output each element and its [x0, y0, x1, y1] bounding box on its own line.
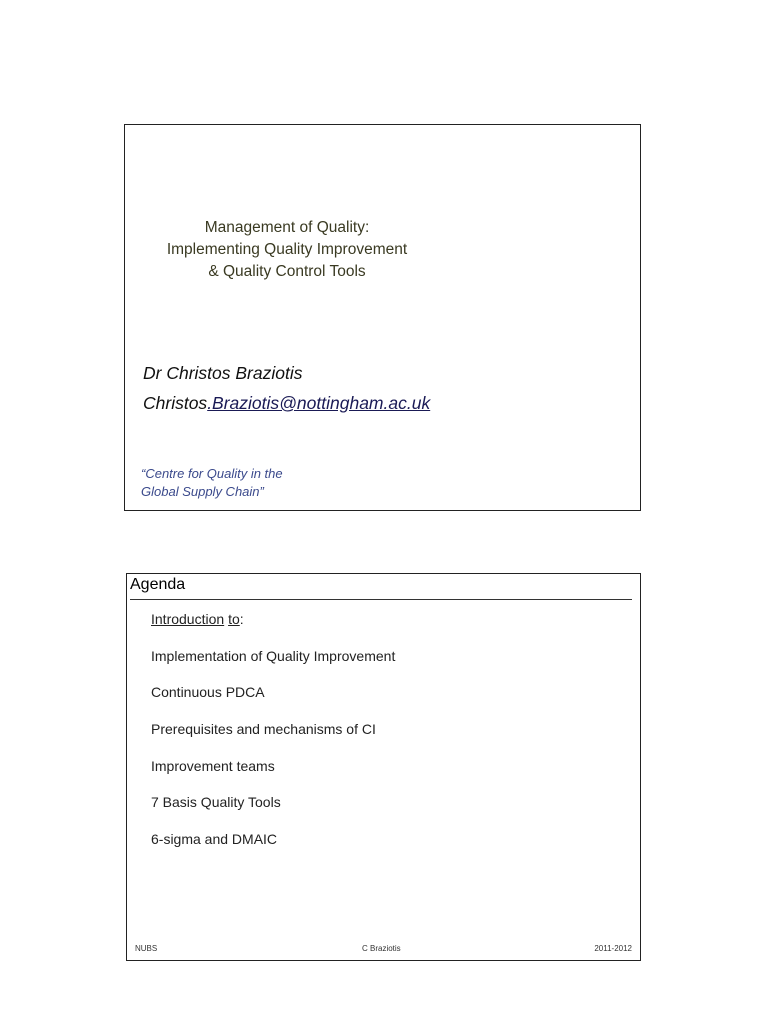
centre-name — [141, 465, 283, 501]
slide-title — [125, 217, 449, 283]
footer-left: NUBS — [135, 944, 158, 953]
agenda-item: Continuous PDCA — [151, 684, 265, 701]
agenda-item: Implementation of Quality Improvement — [151, 647, 396, 664]
agenda-item: Improvement teams — [151, 757, 275, 774]
centre-line-2: Global Supply Chain” — [141, 484, 264, 499]
email-link[interactable]: .Braziotis@nottingham.ac.uk — [207, 393, 431, 413]
agenda-slide — [126, 573, 641, 961]
footer-center: C Braziotis — [362, 944, 401, 953]
author-name: Dr Christos Braziotis — [143, 363, 303, 383]
title-line-1: Management of Quality: — [204, 219, 370, 236]
agenda-item: 6-sigma and DMAIC — [151, 831, 278, 848]
title-line-3: & Quality Control Tools — [208, 263, 366, 280]
title-line-2: Implementing Quality Improvement — [166, 241, 408, 258]
email-prefix: Christos — [143, 393, 208, 413]
agenda-heading: Agenda — [130, 576, 186, 593]
agenda-item: 7 Basis Quality Tools — [151, 794, 281, 811]
centre-line-1: “Centre for Quality in the — [141, 466, 283, 481]
agenda-item: Prerequisites and mechanisms of CI — [151, 721, 376, 738]
intro-to: to — [228, 611, 240, 627]
heading-divider — [130, 599, 632, 600]
author-email — [143, 393, 430, 414]
intro-colon: : — [239, 611, 244, 627]
title-slide — [124, 124, 641, 511]
agenda-item-intro — [151, 610, 395, 647]
intro-word: Introduction — [151, 611, 225, 627]
footer-right: 2011-2012 — [594, 944, 632, 953]
agenda-list — [151, 610, 395, 867]
